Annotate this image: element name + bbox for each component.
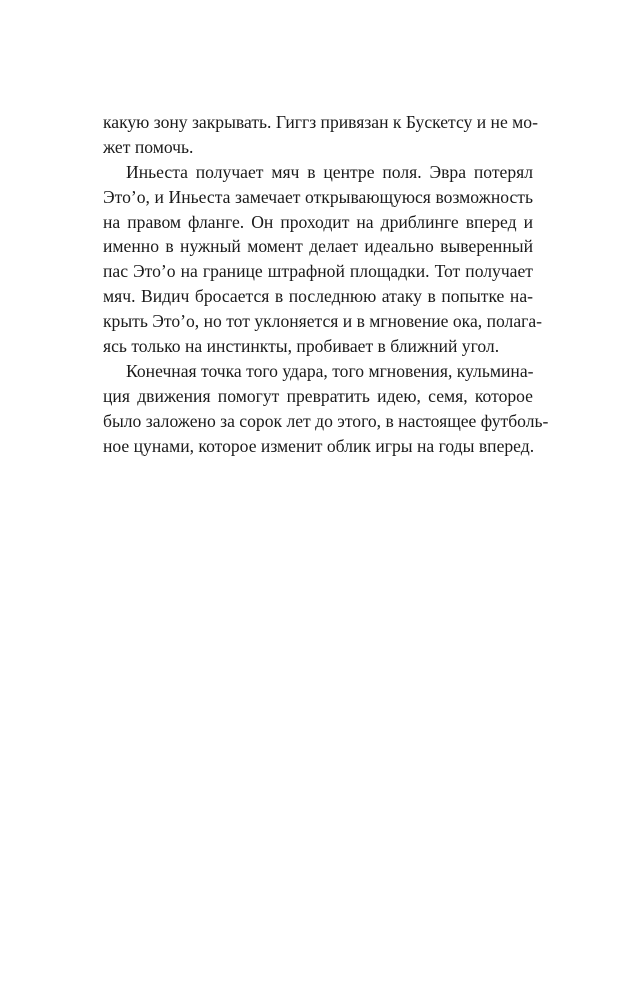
text-line: Конечная точка того удара, того мгновения, кульмина- [126,360,534,381]
text-line: крыть Это’о, но тот уклоняется и в мгновение ока, полага- [103,311,543,332]
text-line: жет помочь. [103,136,194,157]
text-line: мяч. Видич бросается в последнюю атаку в попытке на- [103,286,533,307]
text-line: на правом фланге. Он проходит на дриблинге вперед и [103,211,533,232]
text-line: ное цунами, которое изменит облик игры на годы вперед. [103,435,535,456]
paragraph-3 [103,359,549,459]
paragraph-2 [103,160,543,359]
text-line: ция движения помогут превратить идею, семя, которое [103,385,533,406]
text-line: ясь только на инстинкты, пробивает в ближний угол. [103,336,500,357]
text-line: какую зону закрывать. Гиггз привязан к Бускетсу и не мо- [103,112,538,132]
text-line: Иньеста получает мяч в центре поля. Эвра потерял [126,161,533,182]
text-line: Это’о, и Иньеста замечает открывающуюся возможность [103,186,533,207]
text-line: именно в нужный момент делает идеально выверенный [103,236,533,257]
text-line: пас Это’о на границе штрафной площадки. Тот получает [103,261,533,282]
text-line: было заложено за сорок лет до этого, в настоящее футболь- [103,410,549,431]
paragraph-1 [103,110,538,160]
body-text [103,110,549,458]
